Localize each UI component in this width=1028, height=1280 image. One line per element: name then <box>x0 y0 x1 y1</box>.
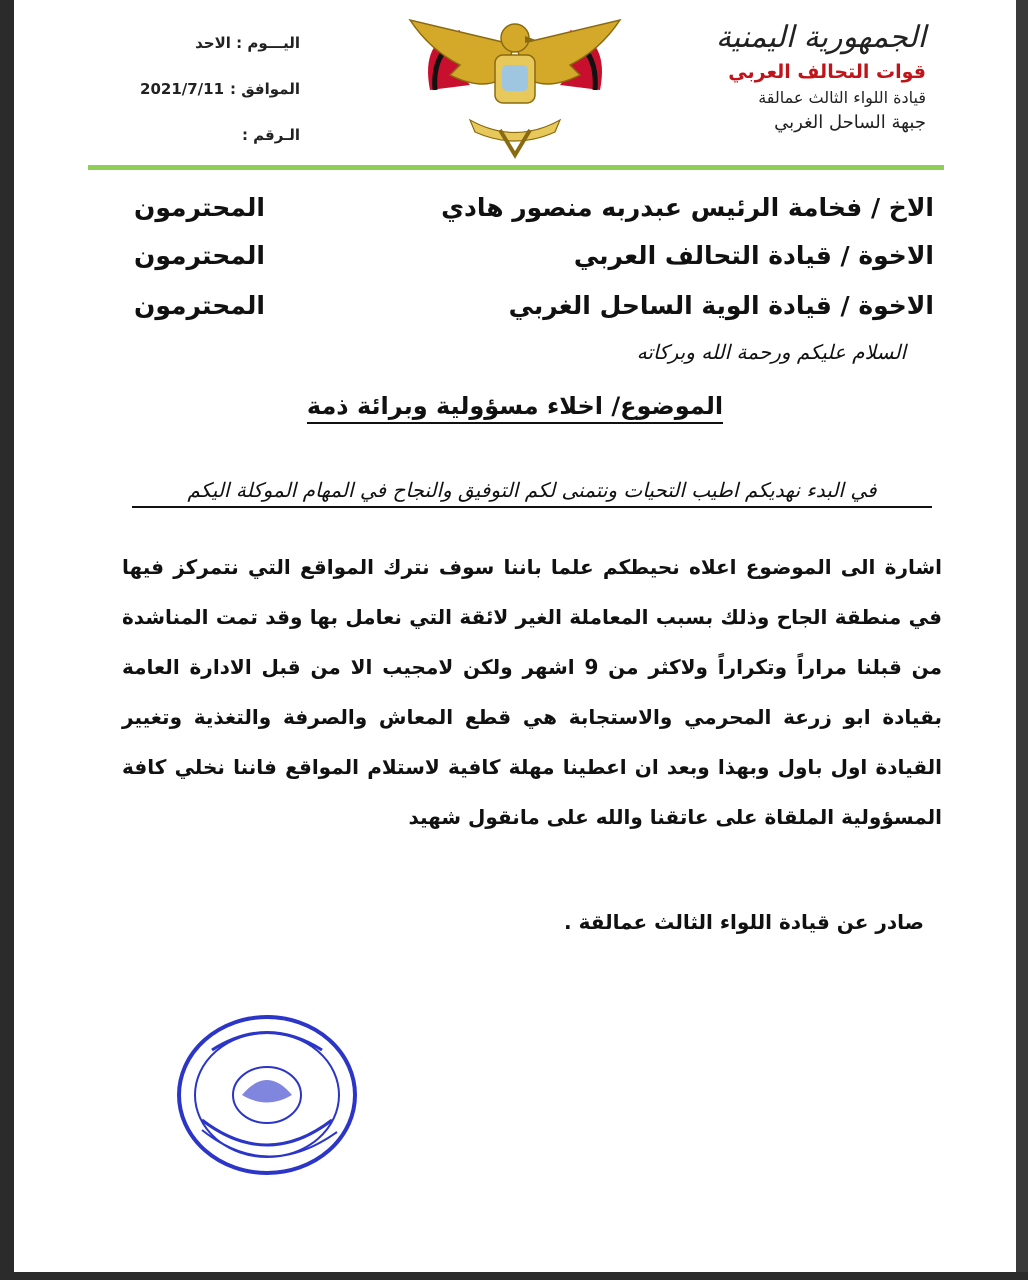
official-stamp-icon <box>172 1010 362 1180</box>
day-label: اليـــوم : الاحد <box>195 34 300 52</box>
number-label: الـرقم : <box>241 126 300 144</box>
subject-line <box>14 392 1016 420</box>
date-value: 2021/7/11 <box>140 80 225 98</box>
recipient-name: الاخ / فخامة الرئيس عبدربه منصور هادي <box>441 192 934 222</box>
coalition-forces-title: قوات التحالف العربي <box>728 61 926 83</box>
right-frame-edge <box>1016 0 1028 1280</box>
letter-meta <box>110 20 300 158</box>
opening-line: في البدء نهديكم اطيب التحيات ونتمنى لكم التوفيق والنجاح في المهام الموكلة اليكم <box>132 478 932 508</box>
recipient-name: الاخوة / قيادة الوية الساحل الغربي <box>508 290 934 320</box>
left-frame-edge <box>0 0 14 1280</box>
letter-page <box>14 0 1016 1272</box>
recipient-line-2 <box>134 232 934 278</box>
greeting: السلام عليكم ورحمة الله وبركاته <box>636 340 906 364</box>
brigade-command: قيادة اللواء الثالث عمالقة <box>758 88 926 107</box>
bottom-frame-edge <box>0 1272 1028 1280</box>
honorific: المحترمون <box>134 290 265 320</box>
day-row <box>110 20 300 66</box>
date-label: الموافق : <box>230 80 300 98</box>
gov-name-calligraphy: الجمهورية اليمنية <box>715 20 926 55</box>
honorific: المحترمون <box>134 192 265 222</box>
number-row <box>110 112 300 158</box>
date-row <box>110 66 300 112</box>
recipient-line-3 <box>134 282 934 328</box>
west-coast-front: جبهة الساحل الغربي <box>774 112 926 133</box>
letter-body: اشارة الى الموضوع اعلاه نحيطكم علما باننا سوف نترك المواقع التي نتمركز فيها في منطقة الجاح وذلك بسبب المعاملة الغير لائقة التي نعامل بها وقد تمت المناشدة من قبلنا مراراً وتكراراً ولاكثر من 9 اشهر ولكن لامجيب الا من قبل الادارة العامة بقيادة ابو زرعة المحرمي والاستجابة هي قطع المعاش والصرفة والتغذية وتغيير القيادة اول باول وبهذا وبعد ان اعطينا مهلة كافية لاستلام المواقع فاننا نخلي كافة المسؤولية الملقاة على عاتقنا والله على مانقول شهيد <box>122 555 942 829</box>
recipient-name: الاخوة / قيادة التحالف العربي <box>573 240 934 270</box>
recipient-line-1 <box>134 184 934 230</box>
yemen-eagle-emblem-icon <box>390 10 640 160</box>
signoff: صادر عن قيادة اللواء الثالث عمالقة . <box>564 910 924 934</box>
subject-text: الموضوع/ اخلاء مسؤولية وبرائة ذمة <box>307 392 723 424</box>
header-divider <box>88 165 944 170</box>
letterhead-issuer <box>696 18 926 136</box>
honorific: المحترمون <box>134 240 265 270</box>
